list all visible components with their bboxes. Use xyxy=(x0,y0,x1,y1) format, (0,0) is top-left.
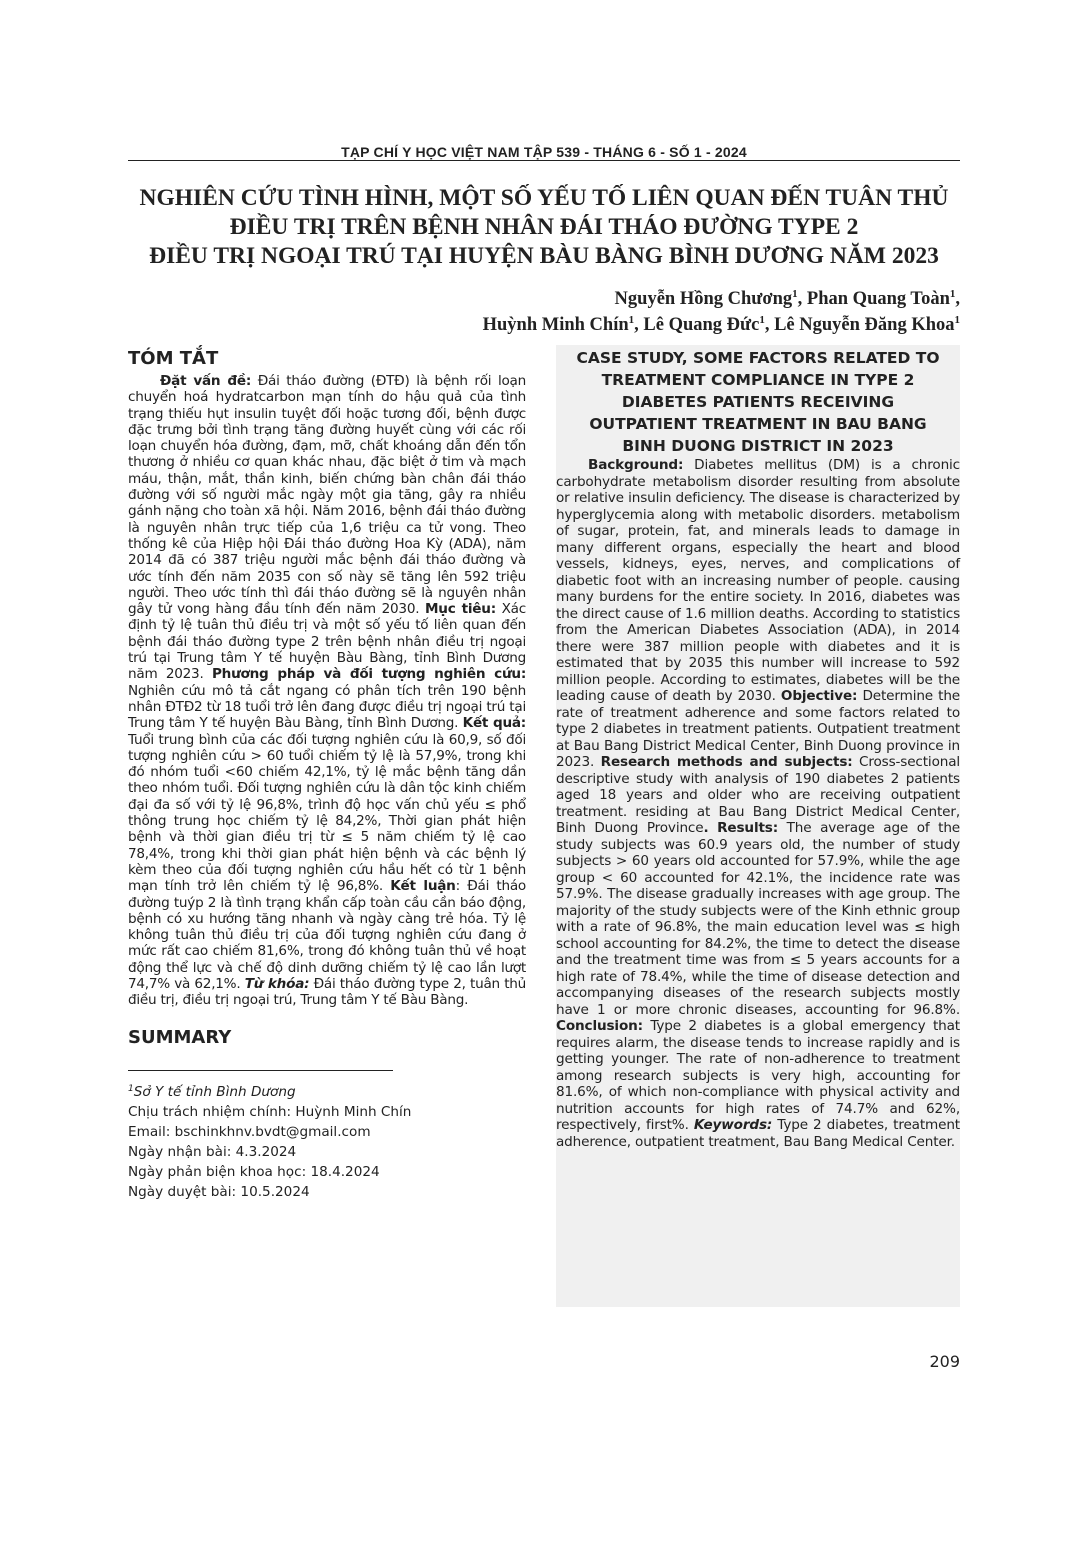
abstract-text: The average age of the study subjects was 60.9 years old, the number of study subjects > 60 years old accounted for 57.9%, while the age group < 60 accounted for 42.1%, the incidence rate was 57.9%. The disease gradually increases with age group. The majority of the study subjects were of the Kinh ethnic group with a rate of 96.8%, the main education level was ≤ high school accounting for 84.2%, the time to detect the disease and the treatment time was from ≤ 5 years accounts for a high rate of 78.4%, while the time of disease detection and accompanying diseases of the research subjects mostly have 1 or more chronic diseases, accounting for 96.8%. xyxy=(556,820,960,1018)
abstract-label: Research methods and subjects: xyxy=(600,754,853,770)
page-number: 209 xyxy=(929,1352,960,1371)
abstract-label: Keywords: xyxy=(693,1117,773,1133)
article-title xyxy=(128,184,960,271)
english-title-line: DIABETES PATIENTS RECEIVING xyxy=(621,393,895,411)
footnote-reviewed: Ngày phản biện khoa học: 18.4.2024 xyxy=(128,1163,380,1180)
author-separator: , xyxy=(634,315,644,335)
affiliation-marker: 1 xyxy=(628,314,635,326)
abstract-label: Từ khóa: xyxy=(244,975,310,992)
abstract-text: Type 2 diabetes is a global emergency that requires alarm, the disease tends to increase rapidly and is getting younger. The rate of non-adherence to treatment among research subjects is very high, accounting for 81.6%, of which non-compliance with physical activity and nutrition accounts for high rates of 74.7% and 62%, respectively, first%. xyxy=(556,1018,960,1133)
english-title xyxy=(556,345,960,457)
footnotes xyxy=(128,1082,526,1202)
author-name: Lê Quang Đức xyxy=(643,315,760,335)
abstract-text: Tuổi trung bình của các đối tượng nghiên cứu là 60,9, số đối tượng nghiên cứu > 60 tuổi chiếm tỷ lệ là 57,9%, trong khi đó nhóm tuổi <60 chiếm 42,1%, tỷ lệ mắc bệnh tăng dần theo nhóm tuổi. Đối tượng nghiên cứu là dân tộc kinh chiếm đại đa số với tỷ lệ 96,8%, trình độ học vấn chủ yếu ≤ phổ thông trung học chiếm tỷ lệ 84,2%, Thời gian phát hiện bệnh và thời gian điều trị từ ≤ 5 năm chiếm tỷ lệ cao 78,4%, trong khi thời gian phát hiện bệnh và các bệnh lý kèm theo của đối tượng nghiên cứu hầu hết có từ 1 bệnh mạn tính trở lên chiếm tỷ lệ 96,8%. xyxy=(128,731,526,895)
footnote-accepted: Ngày duyệt bài: 10.5.2024 xyxy=(128,1183,310,1200)
abstract-text: Cross-sectional descriptive study with analysis of 190 diabetes 2 patients aged 18 years and older who are receiving outpatient treatment. residing at Bau Bang District Medical Center, Binh Duong Province xyxy=(556,754,961,836)
vietnamese-abstract xyxy=(128,373,526,1009)
abstract-label: Background: xyxy=(588,457,684,473)
english-title-line: TREATMENT COMPLIANCE IN TYPE 2 xyxy=(601,371,915,389)
right-column xyxy=(556,345,960,1307)
abstract-label: Results: xyxy=(717,820,779,836)
abstract-text: Đái tháo đường type 2, tuân thủ điều trị, điều trị ngoại trú, Trung tâm Y tế Bàu Bàng. xyxy=(128,975,526,1009)
title-line: NGHIÊN CỨU TÌNH HÌNH, MỘT SỐ YẾU TỐ LIÊN QUAN ĐẾN TUÂN THỦ xyxy=(139,185,949,211)
abstract-text: Xác định tỷ lệ tuân thủ điều trị và một số yếu tố liên quan đến bệnh đái tháo đường type 2 trên bệnh nhân điều trị ngoại trú tại Trung tâm Y tế huyện Bàu Bàng, tỉnh Bình Dương năm 2023. xyxy=(128,601,526,683)
footnote-email: Email: bschinkhnv.bvdt@gmail.com xyxy=(128,1123,371,1140)
journal-header: TẠP CHÍ Y HỌC VIỆT NAM TẬP 539 - THÁNG 6 - SỐ 1 - 2024 xyxy=(341,144,747,160)
footnote-rule xyxy=(128,1070,393,1071)
author-name: Huỳnh Minh Chín xyxy=(482,315,629,335)
summary-heading: SUMMARY xyxy=(128,1026,232,1048)
author-separator: , xyxy=(955,289,960,309)
english-title-line: OUTPATIENT TREATMENT IN BAU BANG xyxy=(589,415,927,433)
footnote-responsible: Chịu trách nhiệm chính: Huỳnh Minh Chín xyxy=(128,1103,412,1120)
abstract-text: Nghiên cứu mô tả cắt ngang có phân tích trên 190 bệnh nhân ĐTĐ2 từ 18 tuổi trở lên đang được điều trị ngoại trú tại Trung tâm Y tế huyện Bàu Bàng, tỉnh Bình Dương. xyxy=(128,682,526,732)
author-line xyxy=(483,312,960,338)
affiliation-marker: 1 xyxy=(759,314,765,326)
abstract-text: : Đái tháo đường tuýp 2 là tình trạng khẩn cấp toàn cầu cần báo động, bệnh có xu hướng tăng nhanh và ngày càng trẻ hóa. Tỷ lệ không tuân thủ điều trị của đối tượng nghiên cứu đang ở mức rất cao chiếm 81,6%, trong đó không tuân thủ về hoạt động thể lực và chế độ dinh dưỡng chiếm tỷ lệ cao lần lượt 74,7% và 62,1%. xyxy=(128,878,526,992)
author-line xyxy=(483,286,960,312)
english-abstract xyxy=(556,457,960,1150)
english-title-line: CASE STUDY, SOME FACTORS RELATED TO xyxy=(576,349,940,367)
affiliation-marker: 1 xyxy=(792,288,798,300)
title-line: ĐIỀU TRỊ NGOẠI TRÚ TẠI HUYỆN BÀU BÀNG BÌNH DƯƠNG NĂM 2023 xyxy=(149,243,939,269)
author-separator: , xyxy=(797,289,807,309)
abstract-text: Determine the rate of treatment adherence and some factors related to type 2 diabetes in treatment patients. Outpatient treatment at Bau Bang District Medical Center, Binh Duong province in 2023. xyxy=(556,688,960,770)
affiliation-marker: 1 xyxy=(949,288,956,300)
abstract-text: Diabetes mellitus (DM) is a chronic carbohydrate metabolism disorder resulting from absolute or relative insulin deficiency. The disease is characterized by hyperglycemia along with metabolic disorders. metabolism of sugar, protein, fat, and minerals leads to damage in many different organs, especially the heart and blood vessels, kidneys, eyes, nerves, and complications of diabetic foot with an increasing number of people. causing many burdens for the entire society. In 2016, diabetes was the direct cause of 1.6 million deaths. According to statistics from the American Diabetes Association (ADA), in 2014 there were 387 million people with diabetes and it is estimated that by 2035 this number will increase to 592 million people. According to estimates, diabetes will be the leading cause of death by 2030. xyxy=(556,457,960,704)
header-rule xyxy=(128,160,960,161)
abstract-text: Đái tháo đường (ĐTĐ) là bệnh rối loạn chuyển hoá hydratcarbon mạn tính do hậu quả của tình trạng thiếu hụt insulin tuyệt đối hoặc tương đối, bệnh được đặc trưng bởi tình trạng tăng đường huyết cùng với các rối loạn chuyển hóa đường, đạm, mỡ, chất khoáng dẫn đến tổn thương ở nhiều cơ quan khác nhau, đặc biệt ở tim và mạch máu, thận, mắt, thần kinh, biến chứng bàn chân đái tháo đường với số người mắc ngày một gia tăng, gây ra nhiều gánh nặng cho toàn xã hội. Năm 2016, bệnh đái tháo đường là nguyên nhân trực tiếp của 1,6 triệu ca tử vong. Theo thống kê của Hiệp hội Đái tháo đường Hoa Kỳ (ADA), năm 2014 đã có 387 triệu người mắc bệnh đái tháo đường và ước tính đến năm 2035 con số này sẽ tăng lên 592 triệu người. Theo ước tính thì đái tháo đường sẽ là nguyên nhân gây tử vong hàng đầu tính đến năm 2030. xyxy=(128,373,527,618)
vietnamese-abstract-heading: TÓM TẮT xyxy=(128,348,219,369)
author-name: Nguyễn Hồng Chương xyxy=(614,289,793,309)
abstract-label: Kết quả: xyxy=(462,715,526,732)
affiliation-marker: 1 xyxy=(128,1083,134,1094)
affiliation-text: Sở Y tế tỉnh Bình Dương xyxy=(133,1083,296,1100)
abstract-label: Mục tiêu: xyxy=(425,601,496,618)
title-line: ĐIỀU TRỊ TRÊN BỆNH NHÂN ĐÁI THÁO ĐƯỜNG TYPE 2 xyxy=(229,214,859,240)
abstract-label: Conclusion: xyxy=(556,1018,643,1034)
footnote-received: Ngày nhận bài: 4.3.2024 xyxy=(128,1143,297,1160)
abstract-punctuation: . xyxy=(703,820,709,836)
abstract-label: Objective: xyxy=(780,688,858,704)
author-name: Phan Quang Toàn xyxy=(806,289,950,309)
abstract-label: Đặt vấn đề: xyxy=(160,373,252,389)
abstract-label: Kết luận xyxy=(390,878,456,895)
author-separator: , xyxy=(764,315,775,335)
author-list xyxy=(483,286,960,338)
abstract-text: Type 2 diabetes, treatment adherence, outpatient treatment, Bau Bang Medical Center. xyxy=(556,1117,960,1150)
english-title-line: BINH DUONG DISTRICT IN 2023 xyxy=(622,437,894,455)
abstract-label: Phương pháp và đối tượng nghiên cứu: xyxy=(211,666,527,683)
affiliation-marker: 1 xyxy=(954,314,960,326)
footnote-affiliation xyxy=(128,1082,526,1102)
left-column xyxy=(128,348,526,1202)
author-name: Lê Nguyễn Đăng Khoa xyxy=(774,315,955,335)
